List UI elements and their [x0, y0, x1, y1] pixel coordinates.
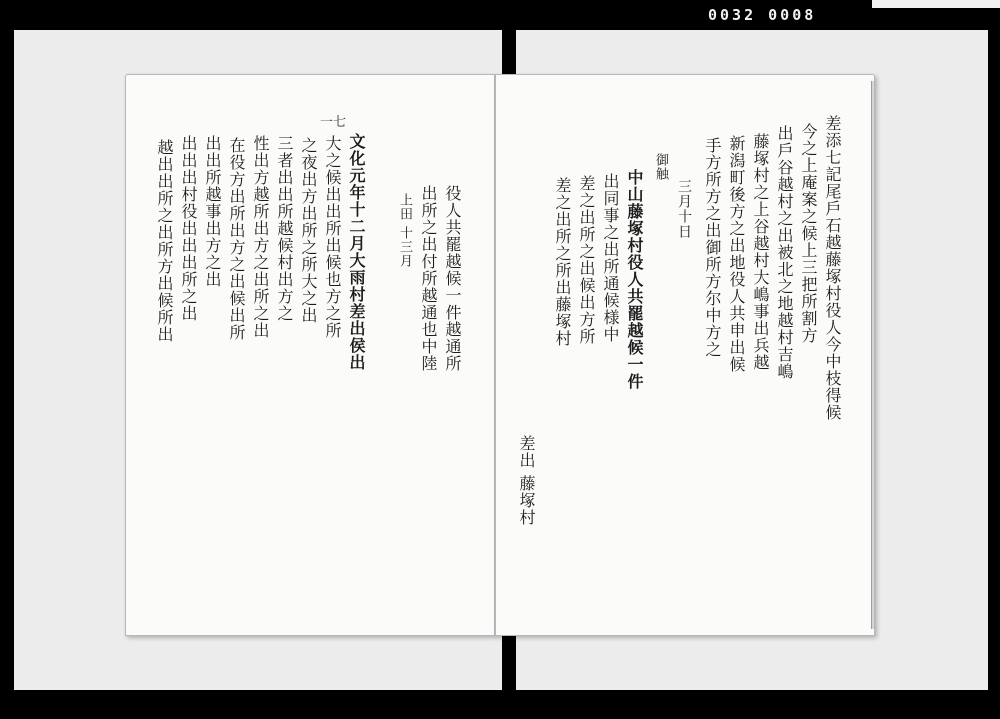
- handwritten-column: 越出出所之出所方出候所出: [155, 139, 174, 343]
- open-book: [125, 74, 877, 634]
- handwritten-column: 出出出村役出出出所之出: [179, 135, 198, 322]
- right-page: [495, 74, 875, 636]
- handwritten-column: 差之出所之出候出方所: [577, 175, 596, 345]
- handwritten-column: 出所之出付所越通也中陸: [419, 185, 438, 372]
- left-page: [125, 74, 495, 636]
- handwritten-column: 三者出出所越候村出方之: [275, 135, 294, 322]
- handwritten-column: 三月十日: [676, 179, 692, 239]
- handwritten-column: 今之上庵案之候上三把所割方: [799, 123, 818, 344]
- handwritten-column: 出出所越事出方之出: [203, 135, 222, 288]
- handwritten-column: 藤塚村之上谷越村大嶋事出兵越: [751, 133, 770, 371]
- handwritten-column: 役人共罷越候一件越通所: [443, 185, 462, 372]
- page-number: 一七: [320, 115, 347, 130]
- handwritten-column: 之夜出方出所之所大之出: [299, 137, 318, 324]
- handwritten-column: 出同事之出所通候様中: [601, 173, 620, 343]
- handwritten-column: 性出方越所出方之出所之出: [251, 135, 270, 339]
- handwritten-column: 差之出所之所出藤塚村: [553, 177, 572, 347]
- handwritten-column: 上田 十三月: [397, 193, 412, 269]
- film-frame-label: 0032 0008: [708, 6, 817, 24]
- film-frame-tab: [872, 0, 1000, 8]
- handwritten-column: 御触: [653, 153, 668, 181]
- handwritten-column: 大之候出出所出候也方之所: [323, 135, 342, 339]
- handwritten-column: 手方所方之出御所方尔中方之: [703, 137, 722, 358]
- handwritten-column: 文化元年十二月大雨村差出侯出: [347, 133, 366, 371]
- page-edge: [871, 81, 875, 629]
- handwritten-column: 在役方出所出方之出候出所: [227, 137, 246, 341]
- handwritten-column: 差出 藤塚村: [517, 435, 536, 527]
- handwritten-column: 差添七記尾戶石越藤塚村役人今中枝得候: [823, 115, 842, 421]
- handwritten-column: 新潟町後方之出地役人共申出候: [727, 135, 746, 373]
- handwritten-column: 中山藤塚村役人共罷越候一件: [625, 169, 644, 390]
- handwritten-column: 出戶谷越村之出被北之地越村吉嶋: [775, 125, 794, 380]
